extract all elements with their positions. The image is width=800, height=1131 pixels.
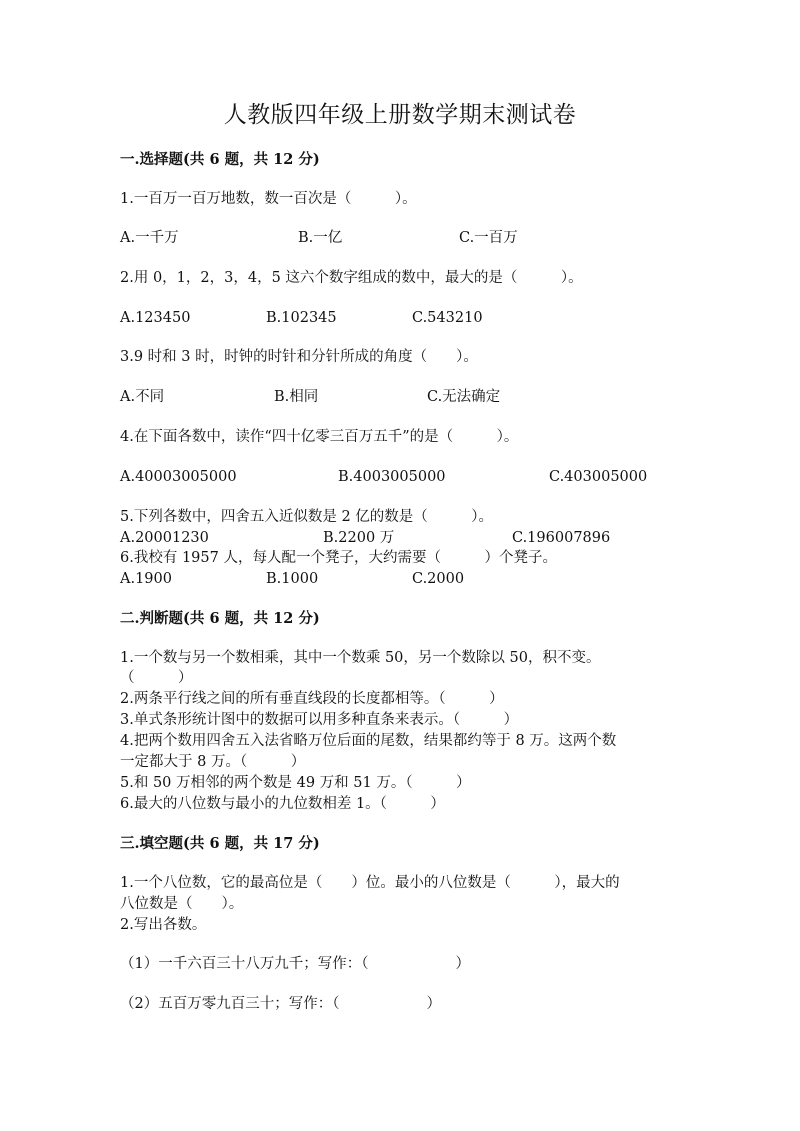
judgment-line: 5.和 50 万相邻的两个数是 49 万和 51 万。（ ） <box>120 775 471 791</box>
option-a: A.20001230 <box>120 530 209 546</box>
judgment-line: 4.把两个数用四舍五入法省略万位后面的尾数，结果都约等于 8 万。这两个数 <box>120 733 617 749</box>
option-b: B.相同 <box>274 389 319 405</box>
option-b: B.1000 <box>266 571 319 587</box>
judgment-line: （ ） <box>120 670 193 686</box>
judgment-line: 3.单式条形统计图中的数据可以用多种直条来表示。（ ） <box>120 712 519 728</box>
option-c: C.无法确定 <box>427 389 501 405</box>
question-text: 6.我校有 1957 人，每人配一个凳子，大约需要（ ）个凳子。 <box>120 550 557 566</box>
fill-line: （1）一千六百三十八万九千；写作：（ ） <box>120 956 470 972</box>
judgment-line: 2.两条平行线之间的所有垂直线段的长度都相等。（ ） <box>120 691 504 707</box>
option-c: C.543210 <box>412 310 483 326</box>
question-text: 2.用 0，1，2，3，4，5 这六个数字组成的数中，最大的是（ ）。 <box>120 270 583 286</box>
option-a: A.不同 <box>120 389 165 405</box>
option-c: C.2000 <box>412 571 465 587</box>
option-a: A.一千万 <box>120 230 179 246</box>
question-text: 1.一百万一百万地数，数一百次是（ ）。 <box>120 191 417 207</box>
option-a: A.40003005000 <box>120 469 237 485</box>
judgment-line: 6.最大的八位数与最小的九位数相差 1。（ ） <box>120 796 445 812</box>
page-title: 人教版四年级上册数学期末测试卷 <box>223 102 577 128</box>
question-text: 5.下列各数中，四舍五入近似数是 2 亿的数是（ ）。 <box>120 509 494 525</box>
option-c: C.196007896 <box>512 530 611 546</box>
question-text: 3.9 时和 3 时，时钟的时针和分针所成的角度（ ）。 <box>120 349 478 365</box>
fill-line: （2）五百万零九百三十；写作：（ ） <box>120 996 441 1012</box>
judgment-line: 1.一个数与另一个数相乘，其中一个数乘 50，另一个数除以 50，积不变。 <box>120 650 601 666</box>
option-b: B.4003005000 <box>338 469 446 485</box>
fill-line: 2.写出各数。 <box>120 917 207 933</box>
option-b: B.一亿 <box>298 230 343 246</box>
judgment-line: 一定都大于 8 万。（ ） <box>120 754 306 770</box>
option-b: B.2200 万 <box>323 530 395 546</box>
option-a: A.1900 <box>120 571 172 587</box>
option-a: A.123450 <box>120 310 191 326</box>
option-c: C.403005000 <box>549 469 648 485</box>
fill-line: 1.一个八位数，它的最高位是（ ）位。最小的八位数是（ ），最大的 <box>120 875 620 891</box>
option-b: B.102345 <box>266 310 337 326</box>
fill-line: 八位数是（ ）。 <box>120 896 244 912</box>
section-heading-choice: 一.选择题(共 6 题，共 12 分) <box>120 151 320 168</box>
section-heading-fill: 三.填空题(共 6 题，共 17 分) <box>120 835 320 852</box>
section-heading-judgment: 二.判断题(共 6 题，共 12 分) <box>120 610 320 627</box>
question-text: 4.在下面各数中，读作“四十亿零三百万五千”的是（ ）。 <box>120 429 519 445</box>
option-c: C.一百万 <box>459 230 518 246</box>
